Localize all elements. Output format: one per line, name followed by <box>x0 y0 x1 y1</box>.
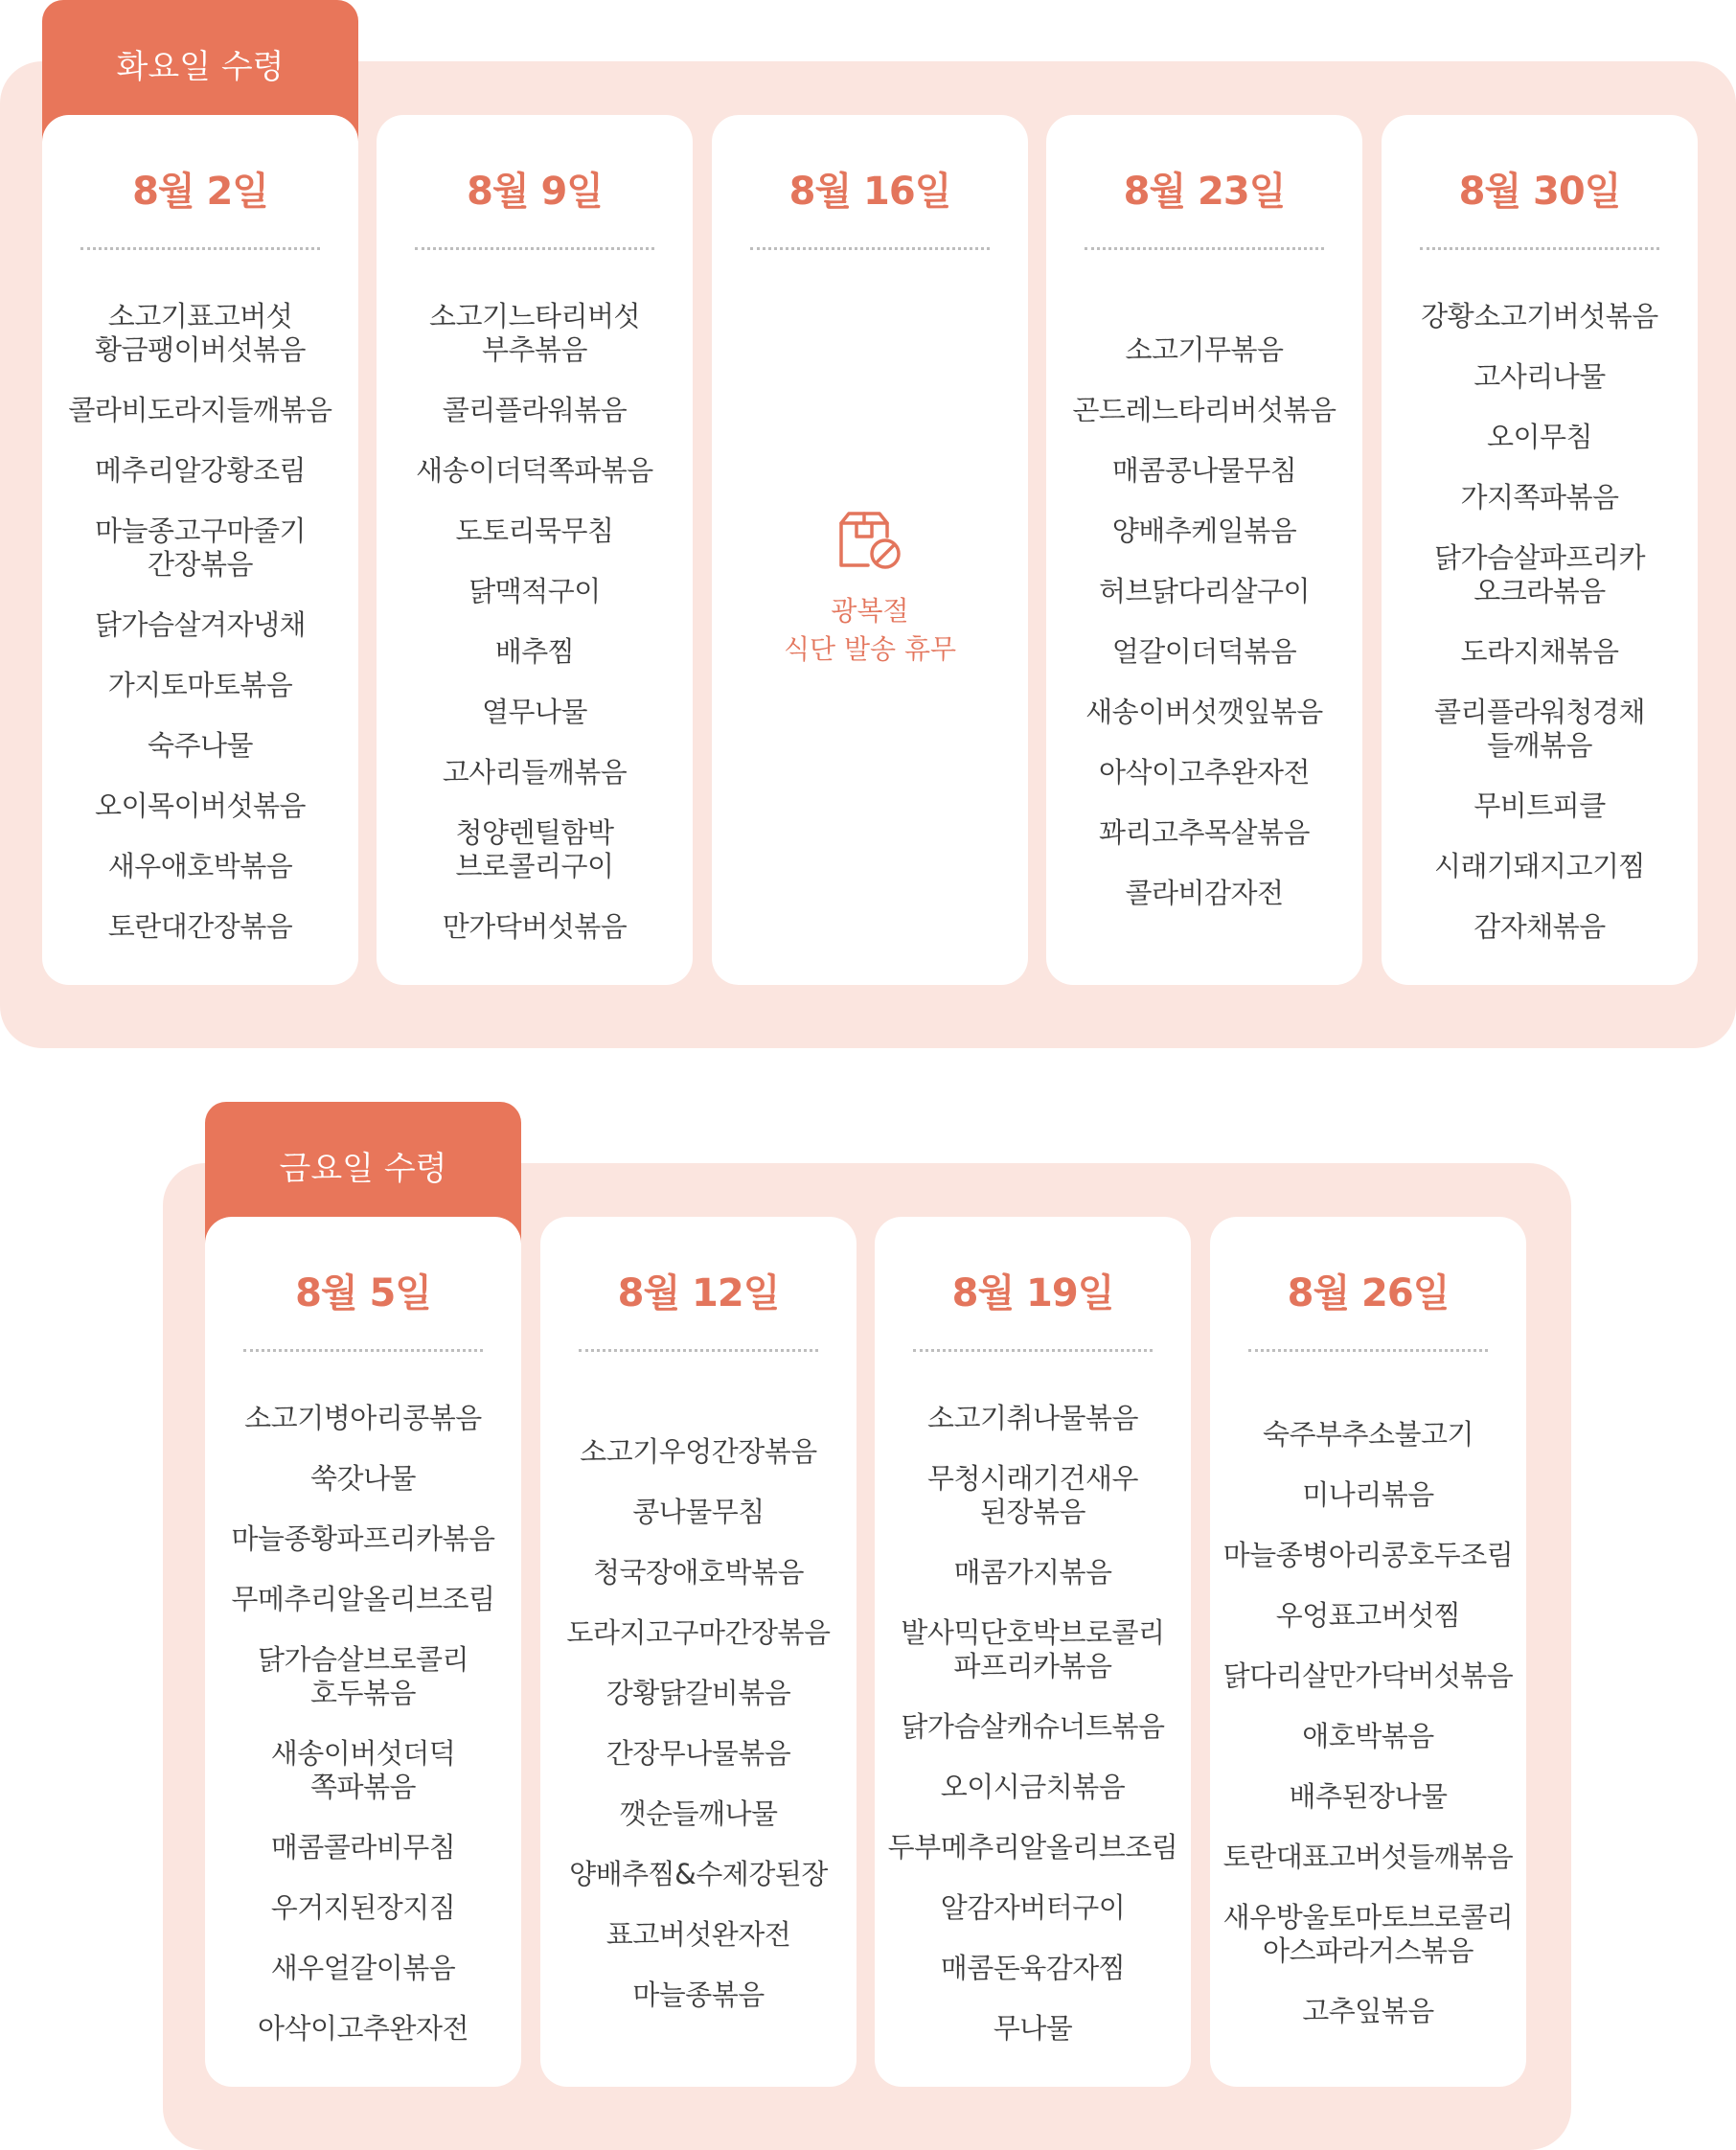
menu-item: 양배추찜&수제강된장 <box>569 1857 828 1890</box>
card-date: 8월 5일 <box>295 1271 431 1315</box>
menu-item: 닭가슴살캐슈너트볶음 <box>901 1709 1165 1743</box>
menu-item: 두부메추리알올리브조림 <box>887 1830 1178 1864</box>
menu-item: 고사리들깨볶음 <box>442 755 628 789</box>
menu-list <box>1382 250 1698 985</box>
menu-item: 고추잎볶음 <box>1302 1995 1434 2027</box>
menu-item: 양배추케일볶음 <box>1111 514 1297 547</box>
menu-item: 도라지채볶음 <box>1460 634 1619 668</box>
menu-item: 소고기무볶음 <box>1125 332 1284 366</box>
menu-item: 배추찜 <box>494 634 575 668</box>
menu-item: 표고버섯완자전 <box>605 1917 791 1951</box>
menu-item: 콩나물무침 <box>632 1495 765 1528</box>
holiday-card <box>712 115 1028 985</box>
menu-item: 간장무나물볶음 <box>605 1736 791 1770</box>
menu-list <box>1046 250 1362 985</box>
menu-card <box>1382 115 1698 985</box>
holiday-notice <box>784 250 956 985</box>
friday-tab-label: 금요일 수령 <box>279 1150 447 1188</box>
tuesday-tab-label: 화요일 수령 <box>116 48 285 86</box>
menu-item: 새우방울토마토브로콜리 아스파라거스볶음 <box>1222 1901 1514 1967</box>
menu-list <box>875 1352 1191 2087</box>
menu-list <box>42 250 358 985</box>
card-date: 8월 30일 <box>1458 170 1621 214</box>
menu-item: 메추리알강황조림 <box>94 453 307 487</box>
menu-item: 곤드레느타리버섯볶음 <box>1072 393 1336 426</box>
card-date: 8월 16일 <box>788 170 951 214</box>
menu-item: 닭가슴살파프리카 오크라볶음 <box>1433 540 1646 607</box>
card-date: 8월 19일 <box>951 1271 1114 1315</box>
menu-item: 콜리플라워볶음 <box>442 393 628 426</box>
menu-item: 고사리나물 <box>1473 359 1606 393</box>
menu-item: 우거지된장지짐 <box>270 1890 456 1924</box>
menu-item: 숙주나물 <box>147 728 254 762</box>
menu-item: 닭맥적구이 <box>468 574 601 607</box>
card-date: 8월 23일 <box>1123 170 1286 214</box>
menu-item: 무나물 <box>993 2011 1073 2045</box>
menu-item: 소고기우엉간장볶음 <box>580 1434 817 1468</box>
menu-item: 배추된장나물 <box>1289 1780 1448 1813</box>
menu-item: 청국장애호박볶음 <box>592 1555 805 1589</box>
menu-item: 소고기느타리버섯 부추볶음 <box>428 299 641 366</box>
menu-item: 소고기병아리콩볶음 <box>244 1401 482 1434</box>
menu-item: 쑥갓나물 <box>309 1461 417 1495</box>
menu-list <box>1210 1352 1526 2087</box>
menu-item: 아삭이고추완자전 <box>257 2011 469 2045</box>
menu-list <box>540 1352 857 2087</box>
menu-item: 도토리묵무침 <box>455 514 614 547</box>
menu-item: 매콤콩나물무침 <box>1111 453 1297 487</box>
menu-card <box>377 115 693 985</box>
no-delivery-box-icon <box>835 510 904 571</box>
menu-item: 오이목이버섯볶음 <box>94 789 307 822</box>
menu-item: 얼갈이더덕볶음 <box>1111 634 1297 668</box>
menu-item: 만가닥버섯볶음 <box>442 909 628 943</box>
menu-item: 강황닭갈비볶음 <box>605 1676 791 1709</box>
menu-item: 마늘종황파프리카볶음 <box>231 1521 495 1555</box>
menu-item: 마늘종볶음 <box>632 1978 765 2011</box>
menu-item: 무청시래기건새우 된장볶음 <box>926 1461 1139 1528</box>
menu-item: 시래기돼지고기찜 <box>1433 849 1646 882</box>
menu-item: 감자채볶음 <box>1473 909 1606 943</box>
menu-item: 마늘종고구마줄기 간장볶음 <box>94 514 307 581</box>
menu-card <box>1210 1217 1526 2087</box>
menu-card <box>205 1217 521 2087</box>
menu-card <box>42 115 358 985</box>
menu-item: 새우얼갈이볶음 <box>270 1951 456 1984</box>
menu-item: 새우애호박볶음 <box>107 849 293 882</box>
menu-item: 무메추리알올리브조림 <box>231 1582 495 1615</box>
card-date: 8월 26일 <box>1287 1271 1450 1315</box>
menu-item: 무비트피클 <box>1473 789 1606 822</box>
menu-item: 새송이버섯더덕 쪽파볶음 <box>270 1736 456 1803</box>
menu-item: 깻순들깨나물 <box>619 1796 778 1830</box>
menu-card <box>875 1217 1191 2087</box>
menu-item: 매콤돈육감자찜 <box>940 1951 1126 1984</box>
menu-item: 소고기표고버섯 황금팽이버섯볶음 <box>94 299 307 366</box>
menu-item: 미나리볶음 <box>1302 1478 1434 1511</box>
menu-list <box>205 1352 521 2087</box>
menu-item: 닭가슴살겨자냉채 <box>94 607 307 641</box>
menu-item: 꽈리고추목살볶음 <box>1098 815 1311 849</box>
menu-item: 오이무침 <box>1486 420 1593 453</box>
menu-card <box>1046 115 1362 985</box>
menu-item: 토란대간장볶음 <box>107 909 293 943</box>
menu-item: 알감자버터구이 <box>940 1890 1126 1924</box>
menu-item: 콜리플라워청경채 들깨볶음 <box>1433 695 1646 762</box>
holiday-text: 광복절 식단 발송 휴무 <box>783 594 957 665</box>
menu-item: 가지쪽파볶음 <box>1460 480 1619 514</box>
card-date: 8월 9일 <box>467 170 603 214</box>
menu-item: 허브닭다리살구이 <box>1098 574 1311 607</box>
menu-item: 토란대표고버섯들깨볶음 <box>1222 1841 1514 1873</box>
menu-item: 도라지고구마간장볶음 <box>566 1615 831 1649</box>
menu-item: 닭다리살만가닥버섯볶음 <box>1222 1659 1514 1692</box>
menu-item: 강황소고기버섯볶음 <box>1421 299 1658 332</box>
menu-item: 아삭이고추완자전 <box>1098 755 1311 789</box>
menu-item: 청양렌틸함박 브로콜리구이 <box>455 815 614 882</box>
menu-item: 소고기취나물볶음 <box>926 1401 1139 1434</box>
menu-item: 오이시금치볶음 <box>940 1770 1126 1803</box>
menu-item: 매콤가지볶음 <box>953 1555 1112 1589</box>
menu-item: 새송이버섯깻잎볶음 <box>1085 695 1323 728</box>
menu-card <box>540 1217 857 2087</box>
card-date: 8월 12일 <box>617 1271 780 1315</box>
menu-item: 숙주부추소불고기 <box>1262 1418 1474 1451</box>
menu-item: 닭가슴살브로콜리 호두볶음 <box>257 1642 469 1709</box>
menu-item: 가지토마토볶음 <box>107 668 293 701</box>
menu-list <box>377 250 693 985</box>
menu-item: 콜라비도라지들깨볶음 <box>68 393 332 426</box>
menu-item: 애호박볶음 <box>1302 1720 1434 1752</box>
menu-item: 마늘종병아리콩호두조림 <box>1222 1539 1514 1571</box>
menu-item: 발사믹단호박브로콜리 파프리카볶음 <box>901 1615 1165 1682</box>
menu-item: 열무나물 <box>481 695 588 728</box>
card-date: 8월 2일 <box>132 170 268 214</box>
menu-item: 새송이더덕쪽파볶음 <box>416 453 653 487</box>
menu-item: 매콤콜라비무침 <box>270 1830 456 1864</box>
menu-item: 콜라비감자전 <box>1125 876 1284 909</box>
menu-item: 우엉표고버섯찜 <box>1275 1599 1461 1632</box>
